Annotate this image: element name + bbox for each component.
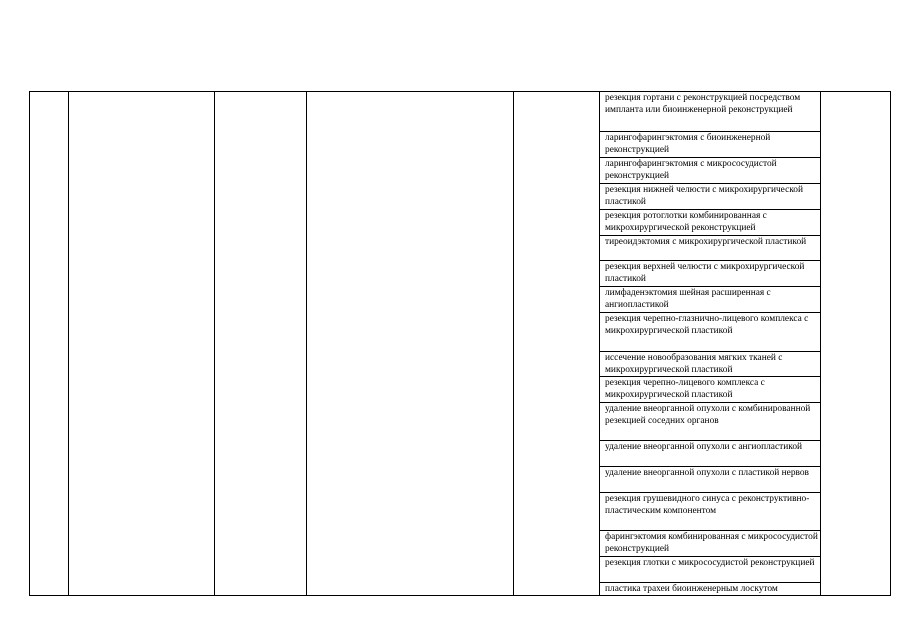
procedure-cell: иссечение новообразования мягких тканей с микрохирургической пластикой	[600, 351, 821, 377]
procedure-cell: резекция черепно-лицевого комплекса с микрохирургической пластикой	[600, 377, 821, 403]
procedure-cell: лимфаденэктомия шейная расширенная с ангиопластикой	[600, 286, 821, 312]
procedure-cell: резекция нижней челюсти с микрохирургической пластикой	[600, 184, 821, 210]
empty-cell-norm	[821, 92, 891, 596]
procedure-cell: тиреоидэктомия с микрохирургической пластикой	[600, 235, 821, 260]
procedure-cell: фарингэктомия комбинированная с микрососудистой реконструкцией	[600, 531, 821, 557]
table-row	[30, 92, 891, 132]
procedure-cell: удаление внеорганной опухоли с ангиопластикой	[600, 441, 821, 467]
procedure-cell: резекция глотки с микрососудистой реконструкцией	[600, 557, 821, 583]
procedures-table	[29, 91, 891, 596]
empty-cell-type	[514, 92, 600, 596]
empty-cell-profile	[69, 92, 215, 596]
procedure-cell: удаление внеорганной опухоли с пластикой нервов	[600, 467, 821, 493]
procedure-cell: резекция грушевидного синуса с реконструктивно-пластическим компонентом	[600, 493, 821, 531]
procedure-cell: пластика трахеи биоинженерным лоскутом	[600, 583, 821, 596]
procedure-cell: удаление внеорганной опухоли с комбинированной резекцией соседних органов	[600, 403, 821, 441]
procedure-cell: резекция верхней челюсти с микрохирургической пластикой	[600, 260, 821, 286]
procedure-cell: ларингофарингэктомия с микрососудистой реконструкцией	[600, 158, 821, 184]
procedure-cell: ларингофарингэктомия с биоинженерной реконструкцией	[600, 132, 821, 158]
procedure-cell: резекция ротоглотки комбинированная с микрохирургической реконструкцией	[600, 209, 821, 235]
empty-cell-code	[215, 92, 307, 596]
procedure-cell: резекция черепно-глазнично-лицевого комплекса с микрохирургической пластикой	[600, 312, 821, 351]
empty-cell-model	[307, 92, 514, 596]
procedure-cell: резекция гортани с реконструкцией посредством импланта или биоинженерной реконструкцией	[600, 92, 821, 132]
empty-cell-number	[30, 92, 69, 596]
